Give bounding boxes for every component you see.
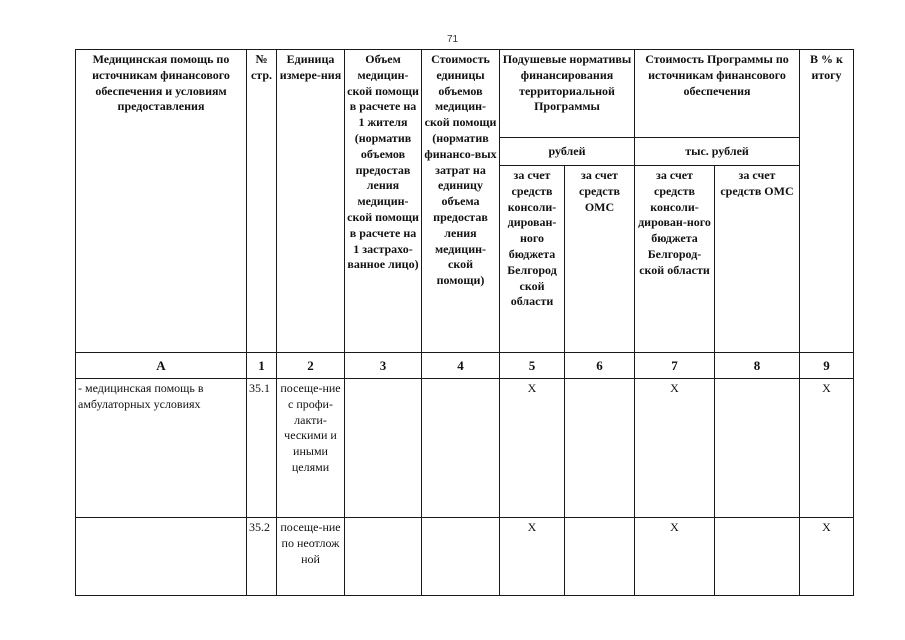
cell-unit-cost bbox=[422, 518, 500, 596]
header-col-9: В % к итогу bbox=[800, 50, 854, 353]
program-cost-table bbox=[75, 49, 854, 596]
column-number-a: А bbox=[76, 353, 247, 379]
header-group-per-capita: Подушевые нормативы финансирования территориальной Программы bbox=[500, 50, 635, 138]
cell-cost-oms bbox=[715, 379, 800, 518]
cell-percent-total: Х bbox=[800, 518, 854, 596]
cell-per-capita-budget: Х bbox=[500, 379, 565, 518]
row-code: 35.1 bbox=[247, 379, 277, 518]
cell-cost-budget: Х bbox=[635, 379, 715, 518]
header-col-a: Медицинская помощь по источникам финансового обеспечения и условиям предоставления bbox=[76, 50, 247, 353]
row-unit: посеще-ние с профи-лакти-ческими и иными целями bbox=[277, 379, 345, 518]
header-col-6: за счет средств ОМС bbox=[565, 166, 635, 353]
column-number-6: 6 bbox=[565, 353, 635, 379]
row-unit: посеще-ние по неотлож ной bbox=[277, 518, 345, 596]
cell-volume bbox=[345, 518, 422, 596]
column-number-3: 3 bbox=[345, 353, 422, 379]
header-unit-thous-rub: тыс. рублей bbox=[635, 138, 800, 166]
cell-cost-budget: Х bbox=[635, 518, 715, 596]
header-col-4: Стоимость единицы объемов медицин-ской помощи (норматив финансо-вых затрат на единицу объема предостав ления медицин-ской помощи) bbox=[422, 50, 500, 353]
column-number-2: 2 bbox=[277, 353, 345, 379]
header-group-cost: Стоимость Программы по источникам финансового обеспечения bbox=[635, 50, 800, 138]
cell-unit-cost bbox=[422, 379, 500, 518]
column-number-5: 5 bbox=[500, 353, 565, 379]
header-col-8: за счет средств ОМС bbox=[715, 166, 800, 353]
column-number-1: 1 bbox=[247, 353, 277, 379]
header-unit-rub: рублей bbox=[500, 138, 635, 166]
cell-per-capita-budget: Х bbox=[500, 518, 565, 596]
cell-cost-oms bbox=[715, 518, 800, 596]
page-number: 71 bbox=[446, 34, 459, 45]
row-name bbox=[76, 518, 247, 596]
header-col-1: № стр. bbox=[247, 50, 277, 353]
table-row bbox=[76, 518, 854, 596]
cell-percent-total: Х bbox=[800, 379, 854, 518]
header-col-5: за счет средств консоли-дирован-ного бюджета Белгород ской области bbox=[500, 166, 565, 353]
header-col-3: Объем медицин-ской помощи в расчете на 1 жителя (норматив объемов предостав ления медицин-ской помощи в расчете на 1 застрахо-ванное лицо) bbox=[345, 50, 422, 353]
row-code: 35.2 bbox=[247, 518, 277, 596]
column-number-8: 8 bbox=[715, 353, 800, 379]
cell-per-capita-oms bbox=[565, 379, 635, 518]
column-number-9: 9 bbox=[800, 353, 854, 379]
row-name: - медицинская помощь в амбулаторных условиях bbox=[76, 379, 247, 518]
column-number-7: 7 bbox=[635, 353, 715, 379]
header-col-7: за счет средств консоли-дирован-ного бюджета Белгород-ской области bbox=[635, 166, 715, 353]
cell-volume bbox=[345, 379, 422, 518]
cell-per-capita-oms bbox=[565, 518, 635, 596]
column-number-4: 4 bbox=[422, 353, 500, 379]
table-row bbox=[76, 379, 854, 518]
header-col-2: Единица измере-ния bbox=[277, 50, 345, 353]
